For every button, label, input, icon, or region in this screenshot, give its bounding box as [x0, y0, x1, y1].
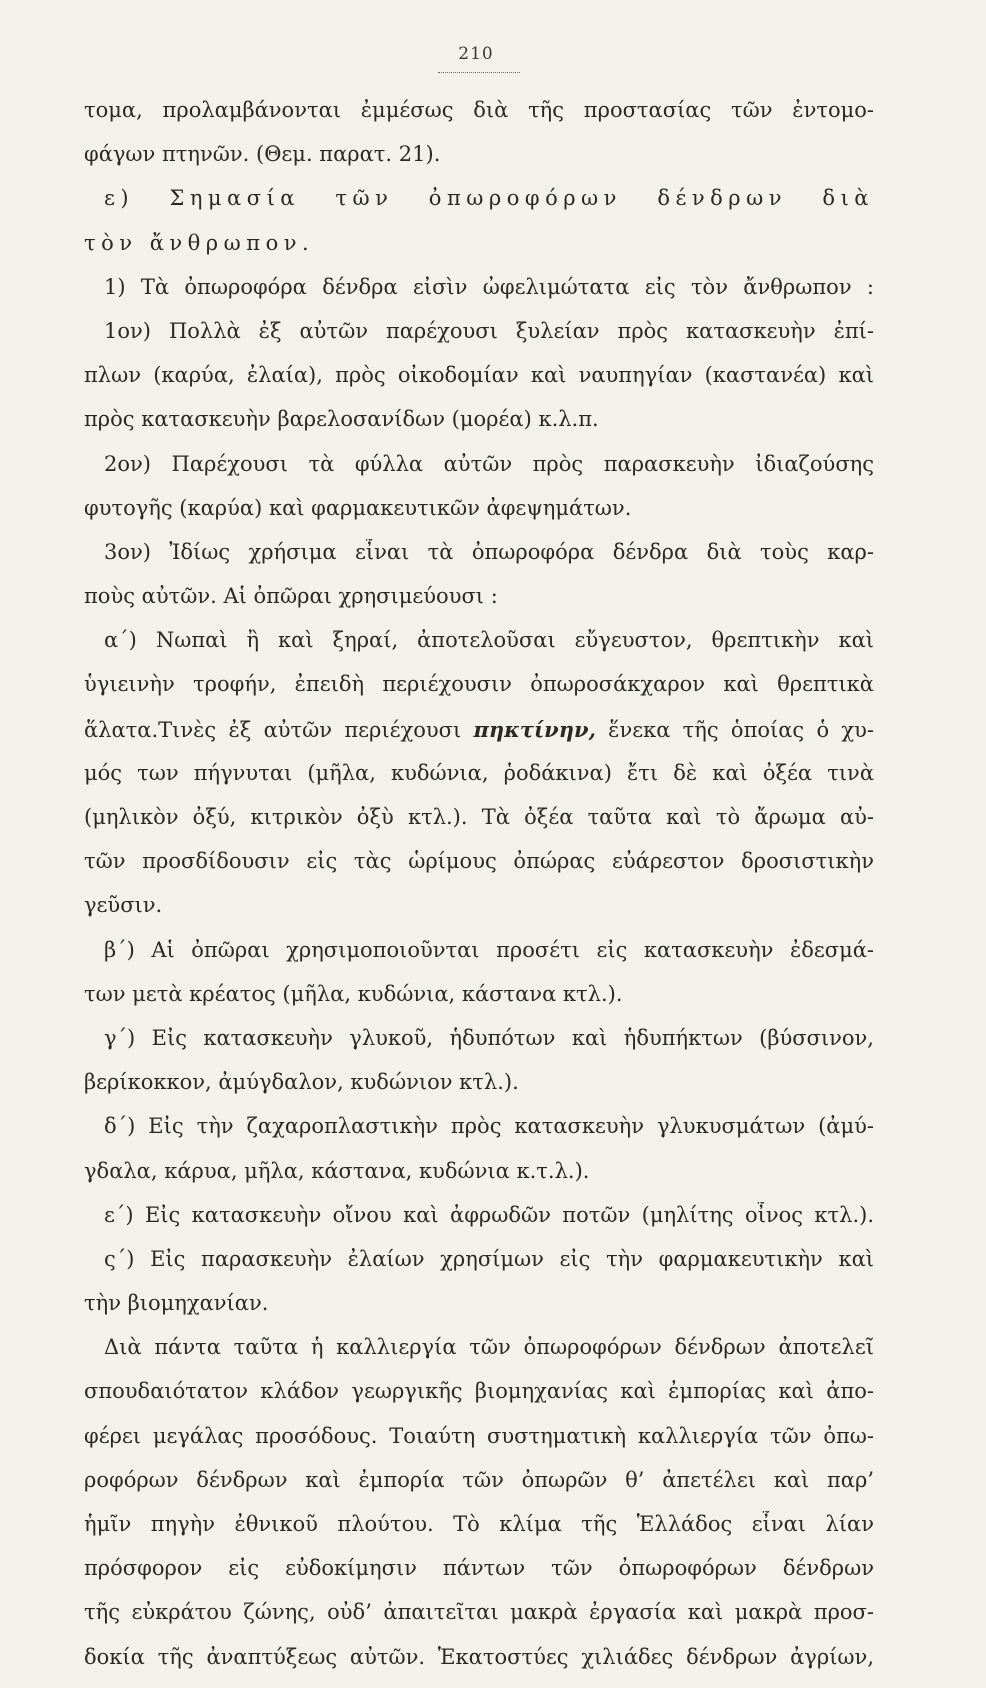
- text-line: ποὺς αὐτῶν. Αἱ ὀπῶραι χρησιμεύουσι :: [84, 584, 498, 609]
- text-line: βερίκοκκον, ἀμύγδαλον, κυδώνιον κτλ.).: [84, 1070, 519, 1095]
- text-line: α΄) Νωπαὶ ἢ καὶ ξηραί, ἀποτελοῦσαι εὔγευστον, θρεπτικὴν καὶ: [104, 628, 874, 653]
- text-line: δ΄) Εἰς τὴν ζαχαροπλαστικὴν πρὸς κατασκευὴν γλυκυσμάτων (ἀμύ-: [104, 1114, 874, 1139]
- text-line: ε΄) Εἰς κατασκευὴν οἴνου καὶ ἀφρωδῶν ποτῶν (μηλίτης οἶνος κτλ.).: [104, 1202, 874, 1227]
- text-span: ἅλατα.Τινὲς ἐξ αὐτῶν περιέχουσι: [84, 717, 462, 742]
- text-line: ἡμῖν πηγὴν ἐθνικοῦ πλούτου. Τὸ κλίμα τῆς Ἑλλάδος εἶναι λίαν: [84, 1512, 874, 1536]
- text-line: γδαλα, κάρυα, μῆλα, κάστανα, κυδώνια κ.τ.λ.).: [84, 1158, 590, 1183]
- text-line: τομα, προλαμβάνονται ἐμμέσως διὰ τῆς προστασίας τῶν ἐντομο-: [84, 98, 874, 122]
- section-heading-line: τὸν ἄνθρωπον.: [84, 230, 315, 255]
- page-number: 210: [458, 44, 494, 64]
- text-line: ς΄) Εἰς παρασκευὴν ἐλαίων χρησίμων εἰς τὴν φαρμακευτικὴν καὶ: [104, 1246, 874, 1271]
- text-line: των μετὰ κρέατος (μῆλα, κυδώνια, κάστανα κτλ.).: [84, 981, 623, 1006]
- text-line: γεῦσιν.: [84, 893, 163, 918]
- emphasized-term: πηκτίνην,: [473, 716, 596, 742]
- text-line: (μηλικὸν ὀξύ, κιτρικὸν ὀξὺ κτλ.). Τὰ ὀξέα ταῦτα καὶ τὸ ἄρωμα αὐ-: [84, 805, 874, 829]
- text-line: φυτογῆς (καρύα) καὶ φαρμακευτικῶν ἀφεψημάτων.: [84, 495, 632, 520]
- text-line: πρὸς κατασκευὴν βαρελοσανίδων (μορέα) κ.λ.π.: [84, 407, 599, 432]
- text-line: τῆς εὐκράτου ζώνης, οὐδ’ ἀπαιτεῖται μακρὰ ἐργασία καὶ μακρὰ προσ-: [84, 1600, 874, 1625]
- text-line: φάγων πτηνῶν. (Θεμ. παρατ. 21).: [84, 142, 441, 167]
- text-line: πλων (καρύα, ἐλαία), πρὸς οἰκοδομίαν καὶ ναυπηγίαν (καστανέα) καὶ: [84, 363, 874, 388]
- text-line: τὴν βιομηχανίαν.: [84, 1291, 269, 1316]
- text-line: πρόσφορον εἰς εὐδοκίμησιν πάντων τῶν ὀπωροφόρων δένδρων: [84, 1556, 874, 1581]
- body-text: [84, 97, 874, 1688]
- text-line: ὑγιεινὴν τροφήν, ἐπειδὴ περιέχουσιν ὀπωροσάκχαρον καὶ θρεπτικὰ: [84, 672, 874, 697]
- text-line: [84, 716, 874, 760]
- text-line: φέρει μεγάλας προσόδους. Τοιαύτη συστηματικὴ καλλιεργία τῶν ὀπω-: [84, 1423, 874, 1448]
- section-heading-line: ε) Σημασία τῶν ὀπωροφόρων δένδρων διὰ: [104, 186, 874, 211]
- text-line: μός των πήγνυται (μῆλα, κυδώνια, ῥοδάκινα) ἔτι δὲ καὶ ὀξέα τινὰ: [84, 760, 874, 785]
- text-line: 3ον) Ἰδίως χρήσιμα εἶναι τὰ ὀπωροφόρα δένδρα διὰ τοὺς καρ-: [104, 539, 874, 564]
- text-line: Διὰ πάντα ταῦτα ἡ καλλιεργία τῶν ὀπωροφόρων δένδρων ἀποτελεῖ: [104, 1335, 874, 1360]
- text-line: 1) Τὰ ὀπωροφόρα δένδρα εἰσὶν ὠφελιμώτατα εἰς τὸν ἄνθρωπον :: [104, 274, 874, 299]
- text-line: 1ον) Πολλὰ ἐξ αὐτῶν παρέχουσι ξυλείαν πρὸς κατασκευὴν ἐπί-: [104, 318, 874, 343]
- text-line: δοκία τῆς ἀναπτύξεως αὐτῶν. Ἑκατοστύες χιλιάδες δένδρων ἀγρίων,: [84, 1644, 874, 1669]
- text-line: σπουδαιότατον κλάδον γεωργικῆς βιομηχανίας καὶ ἐμπορίας καὶ ἀπο-: [84, 1379, 874, 1404]
- text-line: 2ον) Παρέχουσι τὰ φύλλα αὐτῶν πρὸς παρασκευὴν ἰδιαζούσης: [104, 451, 874, 476]
- text-line: τῶν προσδίδουσιν εἰς τὰς ὡρίμους ὀπώρας εὐάρεστον δροσιστικὴν: [84, 849, 874, 874]
- text-line: γ΄) Εἰς κατασκευὴν γλυκοῦ, ἡδυπότων καὶ ἡδυπήκτων (βύσσινον,: [104, 1025, 874, 1050]
- page-number-rule: [438, 72, 520, 73]
- text-span: ἕνεκα τῆς ὁποίας ὁ χυ-: [608, 717, 874, 742]
- text-line: ροφόρων δένδρων καὶ ἐμπορία τῶν ὀπωρῶν θ’ ἀπετέλει καὶ παρ’: [84, 1467, 874, 1492]
- text-line: β΄) Αἱ ὀπῶραι χρησιμοποιοῦνται προσέτι εἰς κατασκευὴν ἐδεσμά-: [104, 937, 874, 962]
